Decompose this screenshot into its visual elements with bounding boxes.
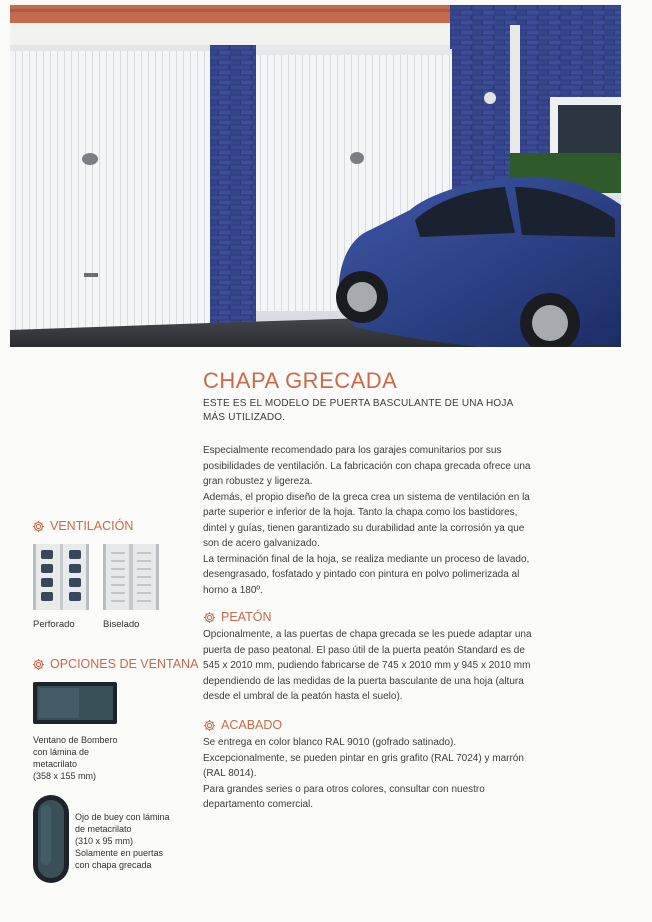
caption-line: Ojo de buey con lámina — [75, 812, 170, 822]
ventana-heading — [32, 657, 198, 671]
peaton-heading — [203, 610, 271, 624]
page-title: CHAPA GRECADA — [203, 368, 398, 393]
intro-text — [203, 443, 543, 598]
ventano-bombero-image — [33, 682, 117, 724]
ventana-heading-label: OPCIONES DE VENTANA — [50, 657, 199, 671]
caption-line: metacrilato — [33, 759, 78, 769]
perforado-swatch — [33, 544, 89, 610]
intro-paragraph: Además, el propio diseño de la greca crea un sistema de ventilación en la parte superior e inferior de la hoja. Tanto la chapa como los bastidores, dintel y guías, tienen garantizado su durabilidad ante la corrosión ya que son de acero galvanizado. — [203, 491, 530, 549]
ojo-de-buey-caption — [75, 811, 170, 871]
gear-icon — [203, 611, 216, 624]
peaton-text: Opcionalmente, a las puertas de chapa grecada se les puede adaptar una puerta de paso peatonal. El paso útil de la puerta peatón Standard es de 545 x 2010 mm, pudiendo fabricarse de 745 x 2010 mm y 945 x 2010 mm dependiendo de las medidas de la puerta basculante de una hoja (altura desde el umbral de la peatón hasta el suelo). — [203, 629, 532, 702]
page-subtitle: ESTE ES EL MODELO DE PUERTA BASCULANTE DE UNA HOJA MÁS UTILIZADO. — [203, 398, 513, 423]
intro-paragraph: Especialmente recomendado para los garajes comunitarios por sus posibilidades de ventilación. La fabricación con chapa grecada ofrece una gran robustez y ligereza. — [203, 445, 531, 487]
ventilacion-heading — [32, 519, 133, 533]
acabado-paragraph: Excepcionalmente, se pueden pintar en gris grafito (RAL 7024) y marrón (RAL 8014). — [203, 752, 524, 779]
acabado-text — [203, 735, 543, 813]
biselado-swatch — [103, 544, 159, 610]
acabado-paragraph: Se entrega en color blanco RAL 9010 (gofrado satinado). — [203, 737, 457, 748]
caption-line: (310 x 95 mm) — [75, 836, 134, 846]
ojo-de-buey-image — [33, 795, 69, 883]
acabado-paragraph: Para grandes series o para otros colores, consultar con nuestro departamento comercial. — [203, 783, 485, 810]
ventilacion-heading-label: VENTILACIÓN — [50, 519, 134, 533]
caption-line: de metacrilato — [75, 824, 132, 834]
caption-line: con chapa grecada — [75, 860, 152, 870]
perforado-label: Perforado — [33, 619, 75, 630]
gear-icon — [32, 658, 45, 671]
gear-icon — [32, 520, 45, 533]
peaton-heading-label: PEATÓN — [221, 610, 272, 624]
caption-line: con lámina de — [33, 747, 90, 757]
caption-line: Solamente en puertas — [75, 848, 164, 858]
acabado-heading — [203, 718, 282, 732]
acabado-heading-label: ACABADO — [221, 718, 283, 732]
caption-line: (358 x 155 mm) — [33, 771, 97, 781]
hero-photo — [10, 5, 621, 347]
biselado-label: Biselado — [103, 619, 140, 630]
ventano-bombero-caption — [33, 734, 118, 782]
caption-line: Ventano de Bombero — [33, 735, 118, 745]
gear-icon — [203, 719, 216, 732]
intro-paragraph: La terminación final de la hoja, se realiza mediante un proceso de lavado, desengrasado, fosfatado y pintado con pintura en polvo polimerizada al horno a 180º. — [203, 553, 530, 596]
